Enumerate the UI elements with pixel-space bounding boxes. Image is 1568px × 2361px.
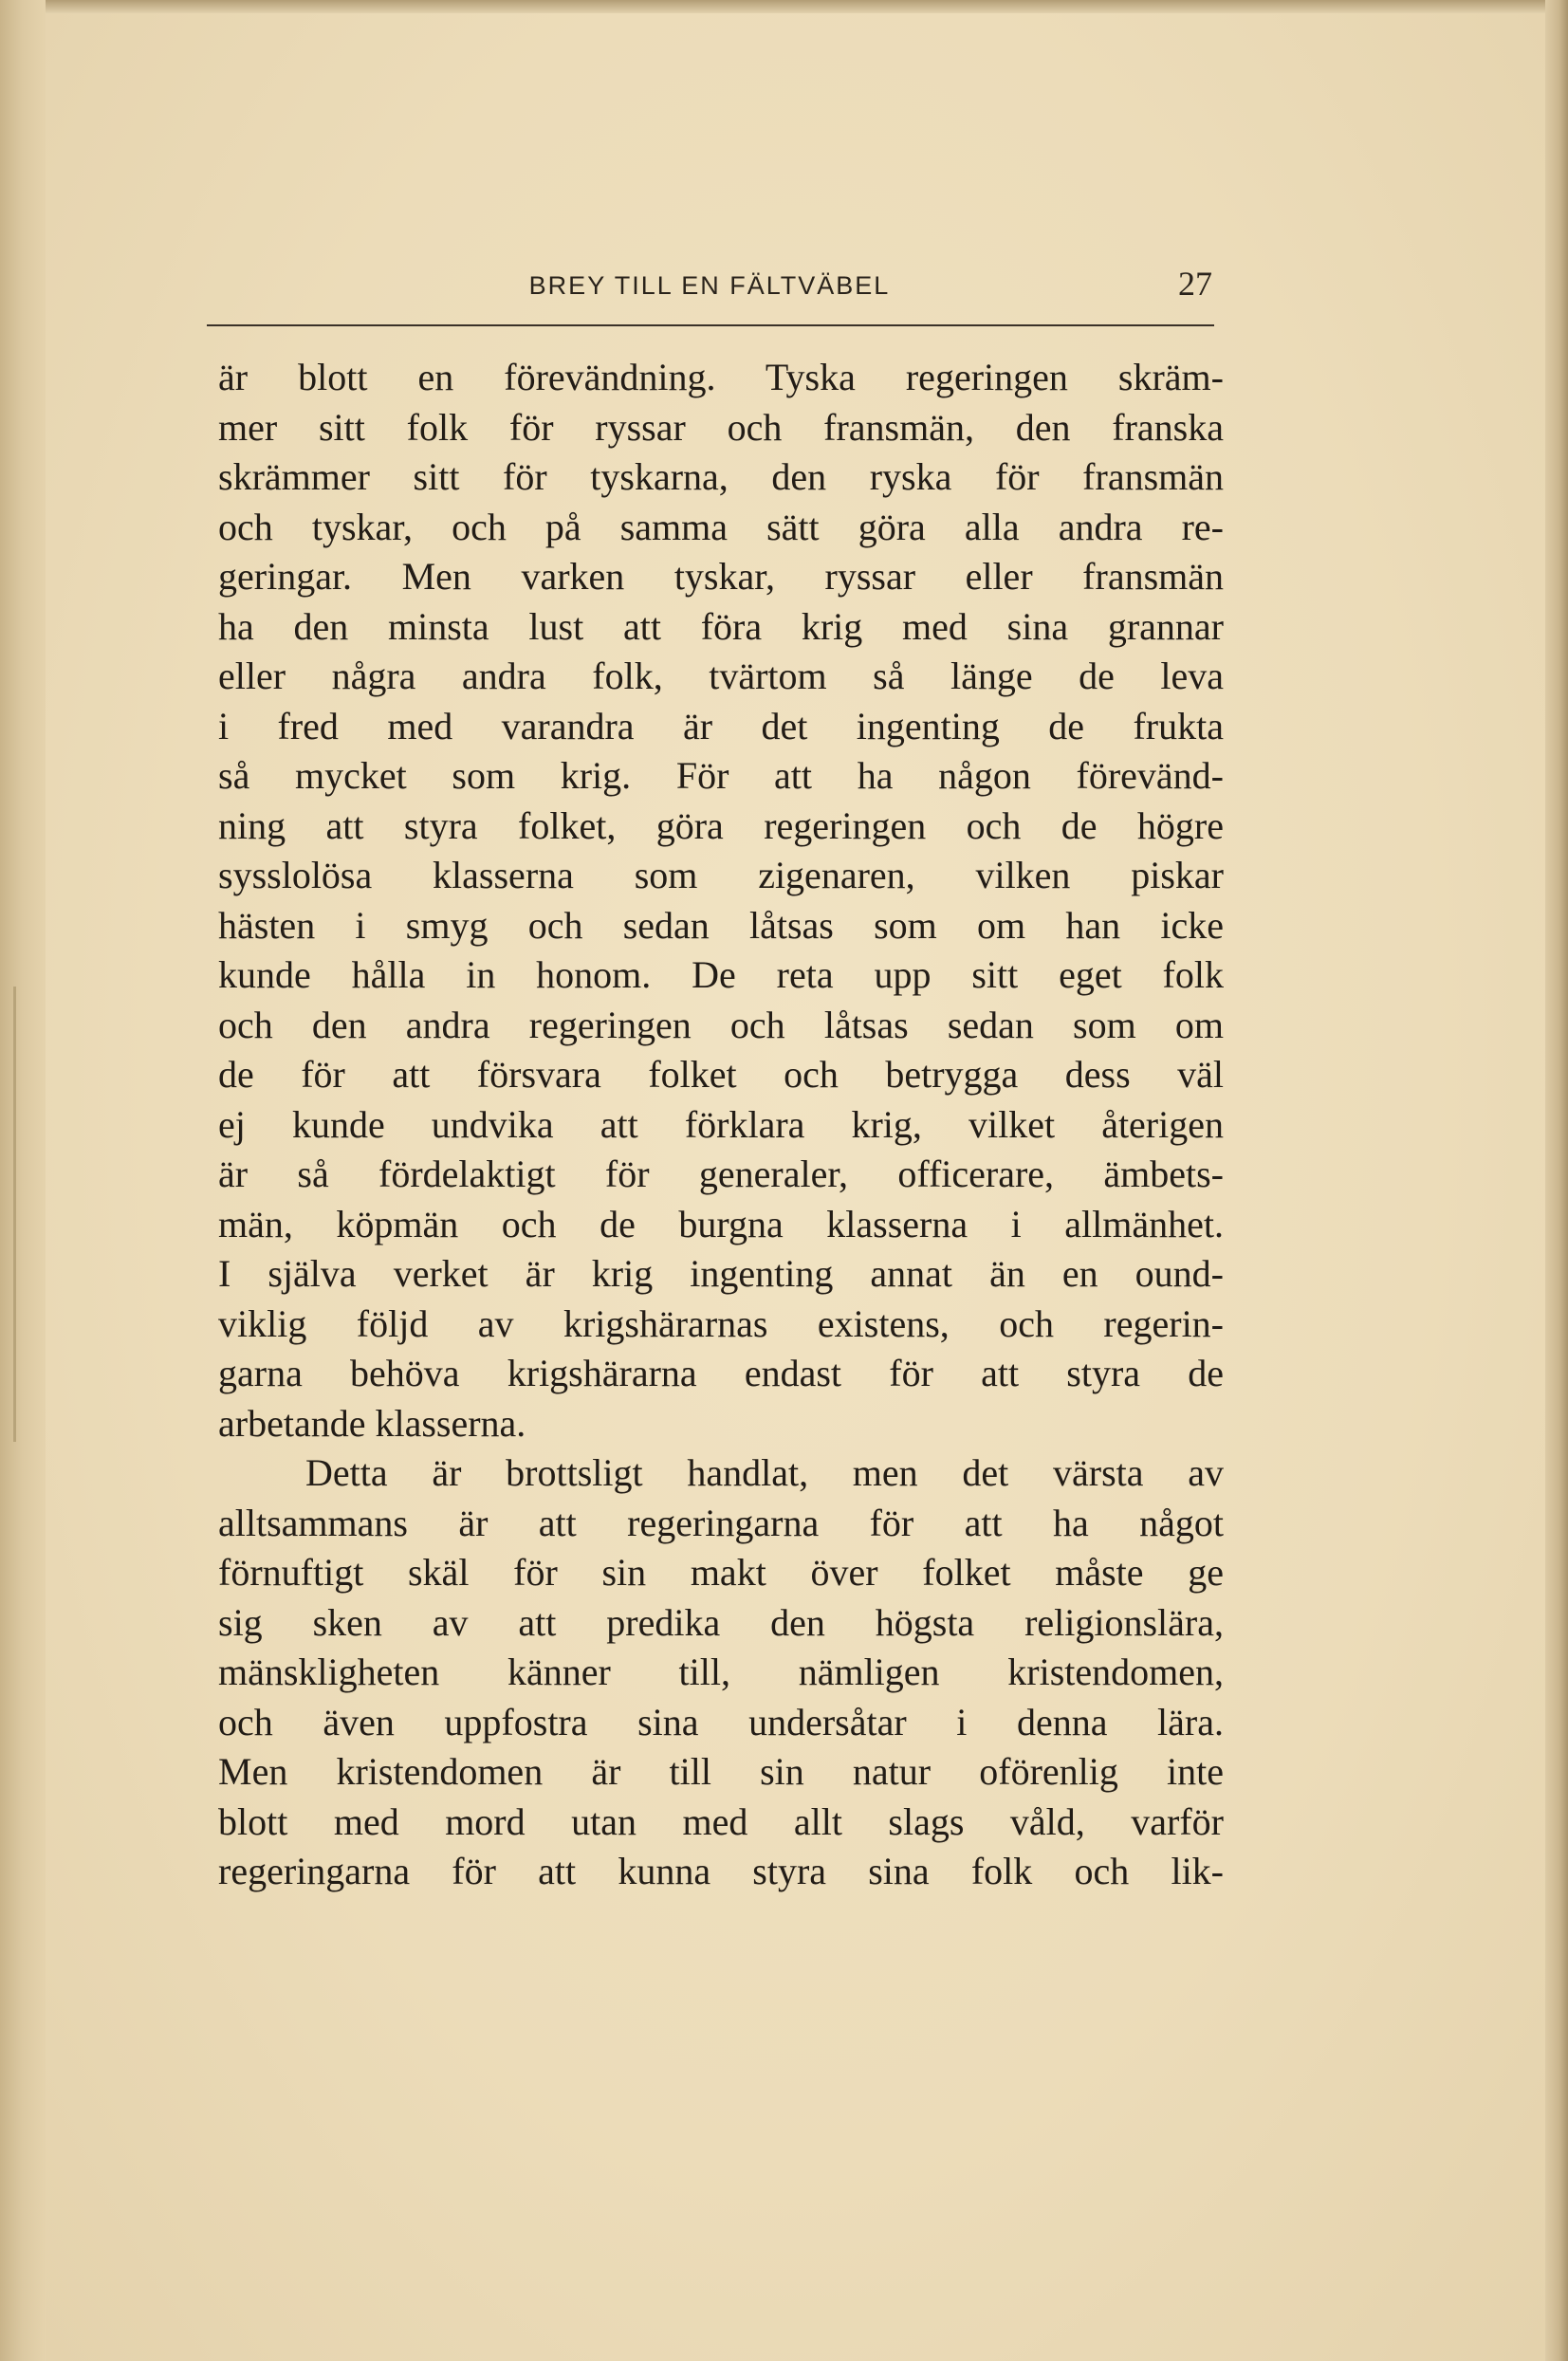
scan-binding-shadow: [13, 987, 16, 1442]
text-line: i fred med varandra är det ingenting de frukta: [218, 704, 1224, 747]
header-rule: [207, 324, 1214, 326]
paragraph-1: [218, 353, 1224, 1448]
text-line: är så fördelaktigt för generaler, officerare, ämbets-: [218, 1153, 1224, 1195]
text-line: så mycket som krig. För att ha någon förevänd-: [218, 754, 1224, 797]
text-line: blott med mord utan med allt slags våld, varför: [218, 1799, 1224, 1843]
text-line: eller några andra folk, tvärtom så länge de leva: [218, 655, 1224, 697]
text-line: mänskligheten känner till, nämligen kristendomen,: [218, 1651, 1224, 1693]
text-line: sig sken av att predika den högsta religionslära,: [218, 1600, 1224, 1644]
text-line: arbetande klasserna.: [218, 1401, 526, 1445]
scan-top-edge: [0, 0, 1568, 13]
text-line: skrämmer sitt för tyskarna, den ryska för fransmän: [218, 455, 1224, 498]
body-text: [218, 353, 1224, 1897]
text-line: alltsammans är att regeringarna för att ha något: [218, 1501, 1224, 1544]
text-line: förnuftigt skäl för sin makt över folket måste ge: [218, 1551, 1224, 1594]
text-line: I själva verket är krig ingenting annat än en ound-: [218, 1252, 1224, 1295]
text-line: ej kunde undvika att förklara krig, vilket återigen: [218, 1102, 1224, 1146]
text-line: sysslolösa klasserna som zigenaren, vilken piskar: [218, 854, 1224, 896]
text-line: är blott en förevändning. Tyska regeringen skräm-: [218, 356, 1224, 398]
page-number: 27: [1178, 265, 1212, 303]
text-line: ha den minsta lust att föra krig med sina grannar: [218, 604, 1224, 648]
text-line: män, köpmän och de burgna klasserna i allmänhet.: [218, 1202, 1224, 1245]
text-line: och den andra regeringen och låtsas sedan som om: [218, 1003, 1224, 1046]
text-line: kunde hålla in honom. De reta upp sitt eget folk: [218, 953, 1224, 996]
text-line: geringar. Men varken tyskar, ryssar eller fransmän: [218, 555, 1224, 598]
text-line: garna behöva krigshärarna endast för att styra de: [218, 1352, 1224, 1394]
running-title: BREY TILL EN FÄLTVÄBEL: [528, 271, 891, 300]
text-line: ning att styra folket, göra regeringen och de högre: [218, 803, 1224, 847]
text-line: och tyskar, och på samma sätt göra alla andra re-: [218, 505, 1224, 548]
text-line: Men kristendomen är till sin natur oförenlig inte: [218, 1750, 1224, 1793]
text-line: mer sitt folk för ryssar och fransmän, den franska: [218, 405, 1224, 449]
scan-right-edge: [1545, 0, 1568, 2361]
paragraph-2: [218, 1448, 1224, 1897]
page-header: [207, 264, 1212, 309]
text-line: Detta är brottsligt handlat, men det värsta av: [305, 1451, 1224, 1494]
text-line: och även uppfostra sina undersåtar i denna lära.: [218, 1700, 1224, 1743]
text-line: regeringarna för att kunna styra sina folk och lik-: [218, 1850, 1224, 1892]
text-line: hästen i smyg och sedan låtsas som om han icke: [218, 903, 1224, 947]
scan-left-edge: [0, 0, 46, 2361]
text-line: viklig följd av krigshärarnas existens, och regerin-: [218, 1301, 1224, 1345]
text-line: de för att försvara folket och betrygga dess väl: [218, 1053, 1224, 1096]
